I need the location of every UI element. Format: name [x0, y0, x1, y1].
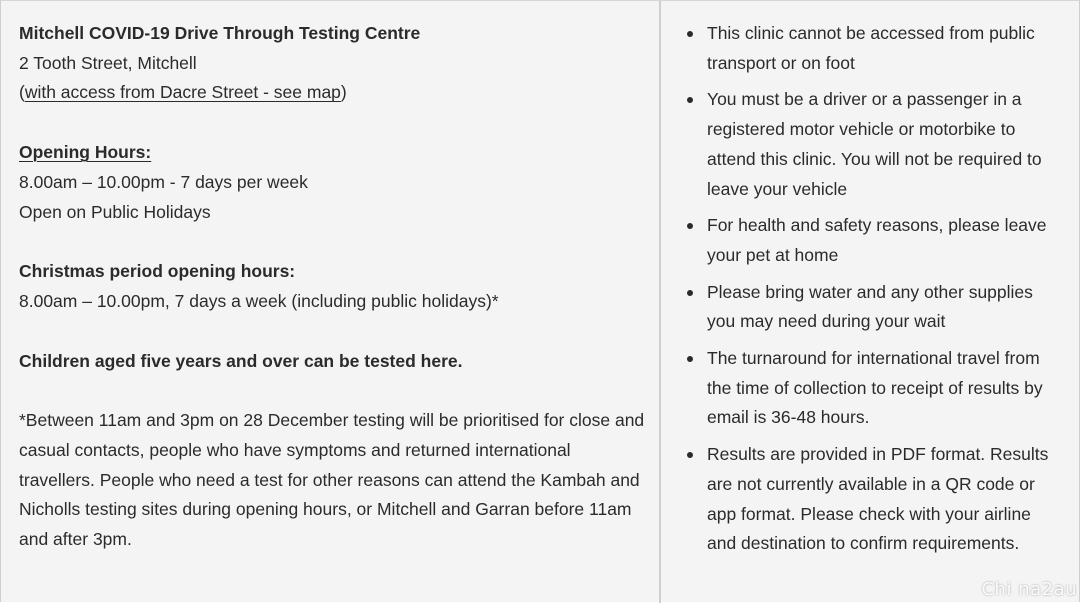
list-item-text: The turnaround for international travel from the time of collection to receipt of results by email is 36-48 hours.	[707, 348, 1043, 428]
access-open-paren: (	[19, 82, 25, 103]
list-item	[685, 344, 1057, 433]
access-close-paren: )	[340, 82, 347, 103]
spacer	[19, 108, 641, 138]
access-note	[19, 78, 641, 108]
bullet-icon	[687, 290, 693, 296]
rules-list	[685, 19, 1063, 559]
christmas-hours: 8.00am – 10.00pm, 7 days a week (including public holidays)*	[19, 290, 499, 311]
spacer	[19, 317, 641, 347]
list-item	[685, 85, 1057, 204]
clinic-details-column	[1, 1, 661, 603]
spacer	[19, 376, 641, 406]
list-item	[685, 19, 1057, 78]
children-note: Children aged five years and over can be tested here.	[19, 350, 463, 371]
opening-hours-heading: Opening Hours:	[19, 142, 152, 163]
access-map-link[interactable]: with access from Dacre Street - see map	[24, 82, 341, 103]
list-item-text: You must be a driver or a passenger in a registered motor vehicle or motorbike to attend this clinic. You will not be required to leave your vehicle	[707, 89, 1042, 199]
christmas-hours-heading: Christmas period opening hours:	[19, 261, 296, 282]
bullet-icon	[687, 97, 693, 103]
clinic-rules-column	[663, 1, 1080, 603]
bullet-icon	[687, 356, 693, 362]
bullet-icon	[687, 452, 693, 458]
list-item	[685, 211, 1057, 270]
list-item-text: Please bring water and any other supplies you may need during your wait	[707, 281, 1033, 332]
list-item-text: For health and safety reasons, please leave your pet at home	[707, 215, 1047, 265]
clinic-address: 2 Tooth Street, Mitchell	[19, 52, 197, 73]
list-item-text: This clinic cannot be accessed from public transport or on foot	[707, 23, 1035, 73]
footnote: *Between 11am and 3pm on 28 December testing will be prioritised for close and casual contacts, people who have symptoms and returned international travellers. People who need a test for other reasons can attend the Kambah and Nicholls testing sites during opening hours, or Mitchell and Garran before 11am and after 3pm.	[19, 410, 645, 550]
list-item	[685, 278, 1057, 337]
list-item-text: Results are provided in PDF format. Results are not currently available in a QR code or app format. Please check with your airline and destination to confirm requirements.	[707, 444, 1049, 554]
list-item	[685, 440, 1057, 559]
bullet-icon	[687, 31, 693, 37]
opening-hours-holidays: Open on Public Holidays	[19, 201, 211, 222]
clinic-title: Mitchell COVID-19 Drive Through Testing Centre	[19, 23, 421, 43]
bullet-icon	[687, 223, 693, 229]
opening-hours-weekly: 8.00am – 10.00pm - 7 days per week	[19, 171, 308, 192]
watermark: Chi na2au	[981, 579, 1077, 600]
spacer	[19, 227, 641, 257]
